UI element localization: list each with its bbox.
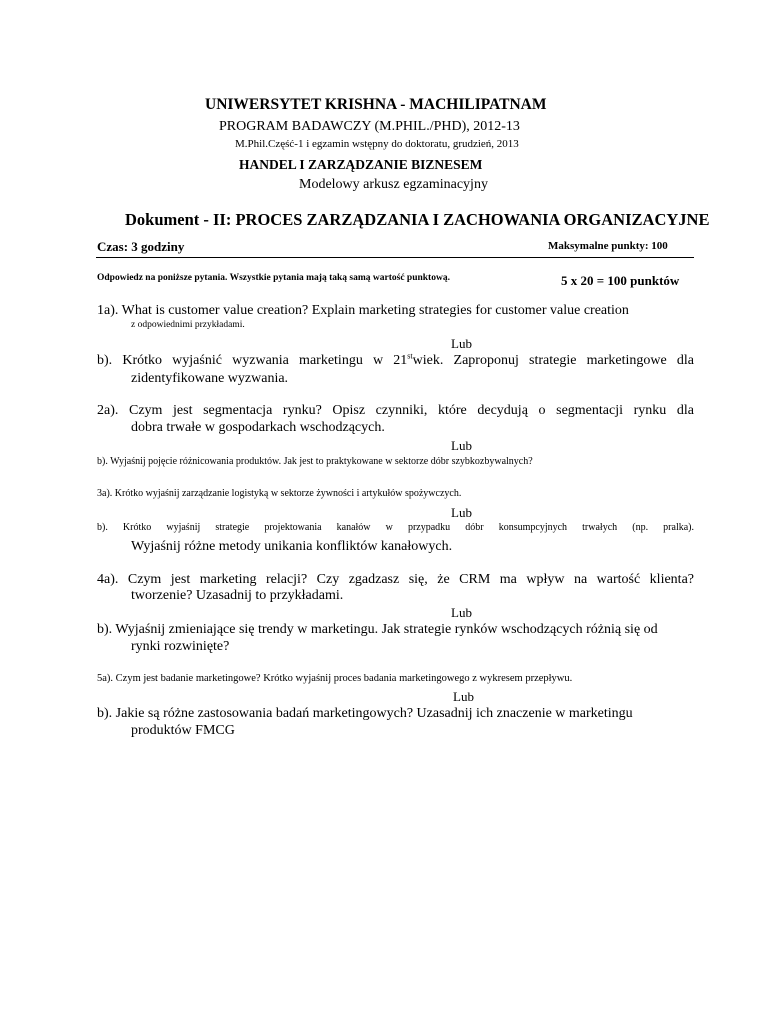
scoring: 5 x 20 = 100 punktów [561,273,680,288]
question-1b-sup: st [407,351,413,361]
divider-line [96,257,694,258]
question-4a-cont: tworzenie? Uzasadnij to przykładami. [131,588,344,603]
question-5b-cont: produktów FMCG [131,723,235,738]
subject-title: HANDEL I ZARZĄDZANIE BIZNESEM [239,157,483,172]
question-1b-cont: zidentyfikowane wyzwania. [131,371,289,386]
question-3a: 3a). Krótko wyjaśnij zarządzanie logistyką w sektorze żywności i artykułów spożywczych. [97,488,462,499]
or-label: Lub [451,605,472,620]
question-1b-text-post: wiek. Zaproponuj strategie marketingowe dla [412,353,694,368]
question-1a: 1a). What is customer value creation? Explain marketing strategies for customer value creation [97,303,629,318]
sheet-type: Modelowy arkusz egzaminacyjny [299,177,488,192]
question-3b-cont: Wyjaśnij różne metody unikania konfliktów kanałowych. [131,539,453,554]
program-line: PROGRAM BADAWCZY (M.PHIL./PHD), 2012-13 [219,119,520,134]
university-title: UNIWERSYTET KRISHNA - MACHILIPATNAM [205,96,547,113]
or-label: Lub [451,505,472,520]
question-2a-cont: dobra trwałe w gospodarkach wschodzących. [131,420,385,435]
question-5b: b). Jakie są różne zastosowania badań marketingowych? Uzasadnij ich znaczenie w marketingu [97,706,633,721]
question-2b: b). Wyjaśnij pojęcie różnicowania produktów. Jak jest to praktykowane w sektorze dóbr szybkozbywalnych? [97,456,533,467]
document-title: Dokument - II: PROCES ZARZĄDZANIA I ZACHOWANIA ORGANIZACYJNE [125,210,710,229]
max-points: Maksymalne punkty: 100 [548,240,668,252]
question-5a: 5a). Czym jest badanie marketingowe? Krótko wyjaśnij proces badania marketingowego z wykresem przepływu. [97,673,573,684]
instructions: Odpowiedz na poniższe pytania. Wszystkie pytania mają taką samą wartość punktową. [97,273,450,283]
question-1b [97,353,694,369]
question-1a-cont: z odpowiednimi przykładami. [131,320,245,330]
question-4b: b). Wyjaśnij zmieniające się trendy w marketingu. Jak strategie rynków wschodzących różnią się od [97,622,658,637]
or-label: Lub [453,689,474,704]
question-3b: b). Krótko wyjaśnij strategie projektowania kanałów w przypadku dóbr konsumpcyjnych trwałych (np. pralka). [97,522,694,533]
or-label: Lub [451,438,472,453]
exam-line: M.Phil.Część-1 i egzamin wstępny do doktoratu, grudzień, 2013 [235,138,519,150]
or-label: Lub [451,336,472,351]
question-2a: 2a). Czym jest segmentacja rynku? Opisz czynniki, które decydują o segmentacji rynku dla [97,403,694,418]
question-1b-text-pre: b). Krótko wyjaśnić wyzwania marketingu w 21 [97,353,408,368]
question-4a: 4a). Czym jest marketing relacji? Czy zgadzasz się, że CRM ma wpływ na wartość klienta? [97,572,694,587]
question-4b-cont: rynki rozwinięte? [131,639,230,654]
exam-time: Czas: 3 godziny [97,239,185,254]
